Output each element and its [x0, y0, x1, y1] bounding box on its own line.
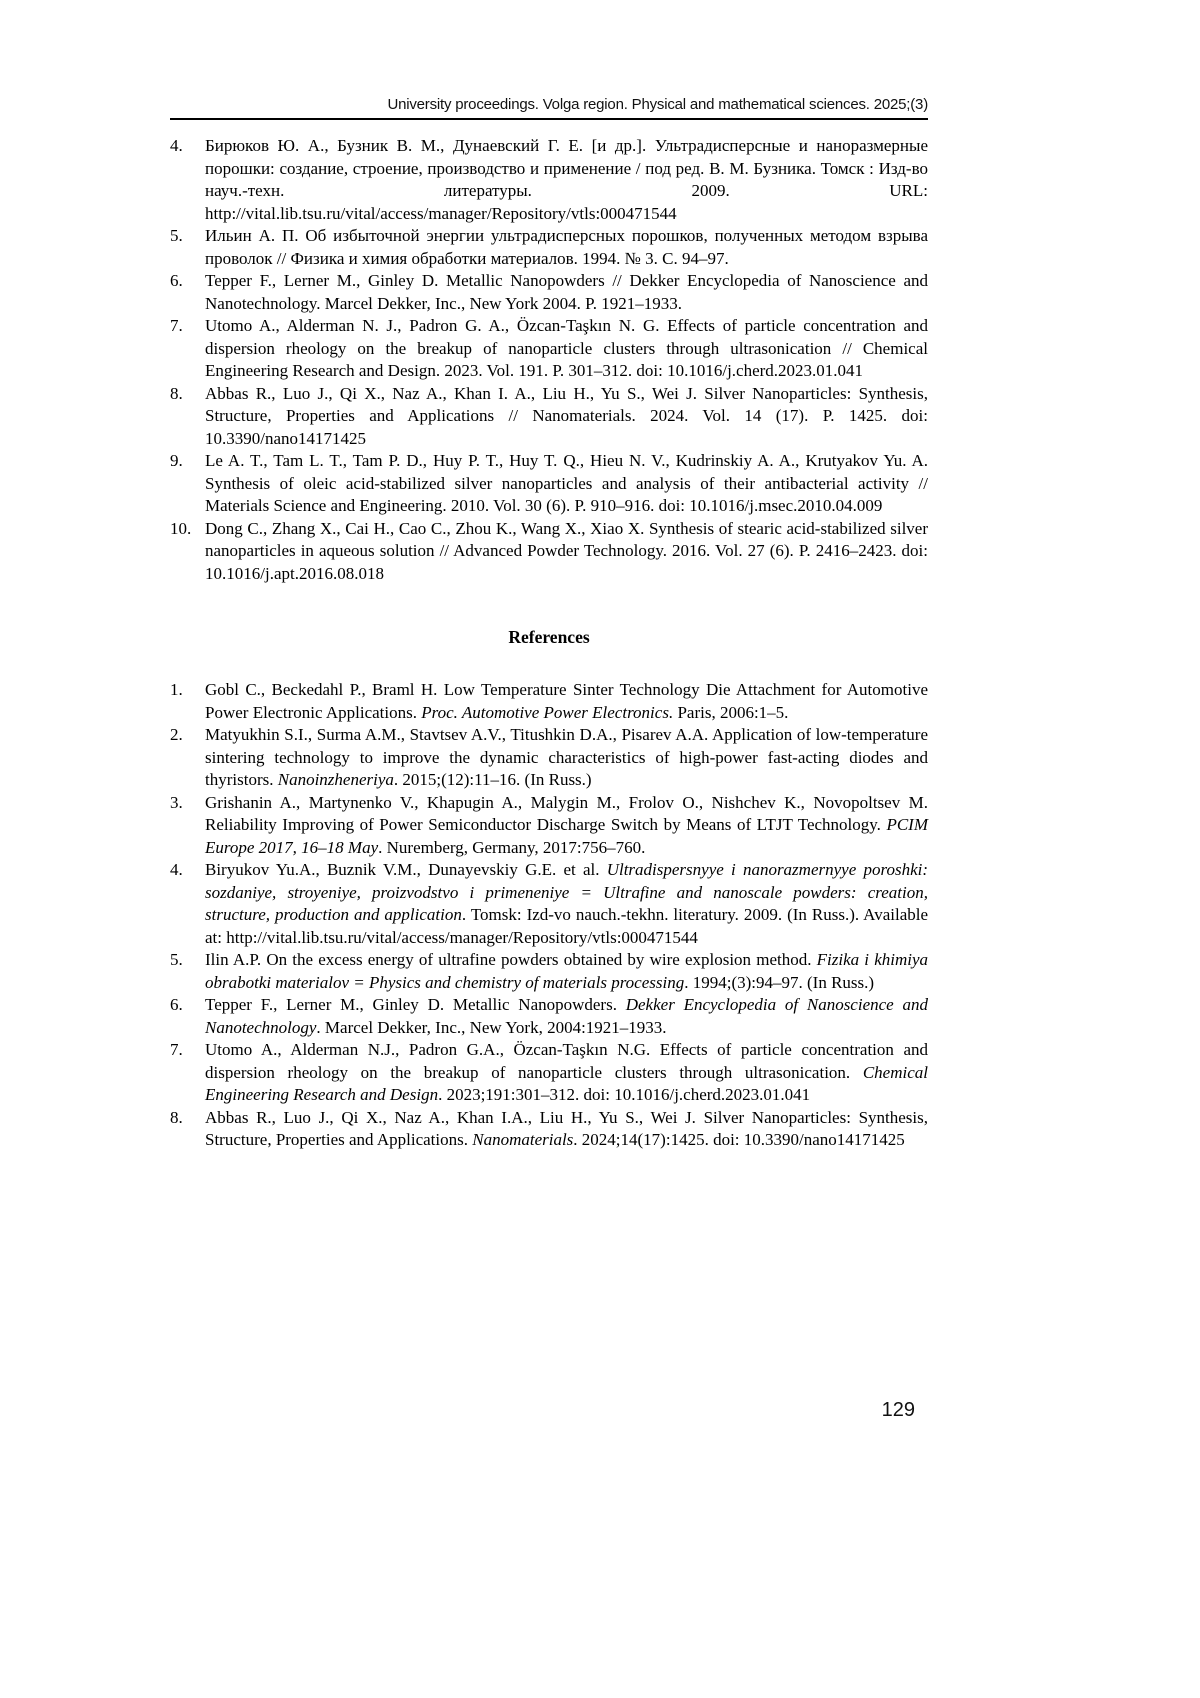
reference-text: Utomo A., Alderman N. J., Padron G. A., Özcan-Taşkın N. G. Effects of particle concentration and dispersion rheology on the breakup of nanoparticle clusters through ultrasonication // Chemical Engineering Research and Design. 2023. Vol. 191. P. 301–312. doi: 10.1016/j.cherd.2023.01.041	[205, 316, 928, 380]
reference-item	[170, 859, 928, 949]
reference-item	[170, 1039, 928, 1107]
page-number: 129	[881, 1399, 915, 1421]
reference-text: Tepper F., Lerner M., Ginley D. Metallic Nanopowders // Dekker Encyclopedia of Nanoscience and Nanotechnology. Marcel Dekker, Inc., New York 2004. P. 1921–1933.	[205, 271, 928, 313]
reference-text: Dong C., Zhang X., Cai H., Cao C., Zhou K., Wang X., Xiao X. Synthesis of stearic acid-stabilized silver nanoparticles in aqueous solution // Advanced Powder Technology. 2016. Vol. 27 (6). P. 2416–2423. doi: 10.1016/j.apt.2016.08.018	[205, 518, 928, 583]
reference-number: 7.	[170, 316, 183, 335]
reference-text: Le A. T., Tam L. T., Tam P. D., Huy P. T., Huy T. Q., Hieu N. V., Kudrinskiy A. A., Krutyakov Yu. A. Synthesis of oleic acid-stabilized silver nanoparticles and analysis of their antibacterial activity // Materials Science and Engineering. 2010. Vol. 30 (6). P. 910–916. doi: 10.1016/j.msec.2010.04.009	[205, 451, 928, 515]
references-heading: References	[508, 627, 590, 647]
reference-number: 8.	[170, 1107, 183, 1127]
reference-number: 9.	[170, 451, 183, 470]
reference-number: 2.	[170, 725, 183, 744]
reference-item	[170, 270, 928, 315]
reference-number: 4.	[170, 136, 183, 155]
reference-item	[170, 135, 928, 225]
reference-text: Abbas R., Luo J., Qi X., Naz A., Khan I. A., Liu H., Yu S., Wei J. Silver Nanoparticles: Synthesis, Structure, Properties and Applications // Nanomaterials. 2024. Vol. 14 (17). P. 1425. doi: 10.3390/nano14171425	[205, 383, 928, 448]
reference-item	[170, 1107, 928, 1152]
reference-number: 8.	[170, 383, 183, 403]
running-header	[170, 96, 928, 120]
reference-text: Tepper F., Lerner M., Ginley D. Metallic Nanopowders. Dekker Encyclopedia of Nanoscience and Nanotechnology. Marcel Dekker, Inc., New York, 2004:1921–1933.	[205, 995, 928, 1037]
reference-item	[170, 994, 928, 1039]
reference-number: 6.	[170, 995, 183, 1014]
reference-text: Бирюков Ю. А., Бузник В. М., Дунаевский Г. Е. [и др.]. Ультрадисперсные и наноразмерные порошки: создание, строение, производство и применение / под ред. В. М. Бузника. Томск : Изд-во науч.-техн. литературы. 2009. URL: http://vital.lib.tsu.ru/vital/access/manager/Repository/vtls:000471544	[205, 136, 928, 223]
reference-item	[170, 315, 928, 383]
reference-item	[170, 450, 928, 518]
reference-text: Grishanin A., Martynenko V., Khapugin A., Malygin M., Frolov O., Nishchev K., Novopoltsev M. Reliability Improving of Power Semiconductor Discharge Switch by Means of LTJT Technology. PCIM Europe 2017, 16–18 May. Nuremberg, Germany, 2017:756–760.	[205, 792, 928, 857]
english-references-list	[170, 679, 928, 1152]
reference-item	[170, 792, 928, 860]
reference-text: Ilin A.P. On the excess energy of ultrafine powders obtained by wire explosion method. Fizika i khimiya obrabotki materialov = Physics and chemistry of materials processing. 1994;(3):94–97. (In Russ.)	[205, 950, 929, 992]
reference-number: 1.	[170, 680, 183, 699]
reference-item	[170, 518, 928, 586]
reference-number: 10.	[170, 518, 192, 538]
reference-text: Ильин А. П. Об избыточной энергии ультрадисперсных порошков, полученных методом взрыва проволок // Физика и химия обработки материалов. 1994. № 3. С. 94–97.	[205, 226, 928, 268]
reference-number: 3.	[170, 792, 183, 812]
reference-text: Gobl C., Beckedahl P., Braml H. Low Temperature Sinter Technology Die Attachment for Automotive Power Electronic Applications. Proc. Automotive Power Electronics. Paris, 2006:1–5.	[205, 680, 928, 722]
reference-item	[170, 949, 928, 994]
reference-number: 7.	[170, 1040, 183, 1059]
reference-text: Biryukov Yu.A., Buznik V.M., Dunayevskiy G.E. et al. Ultradispersnyye i nanorazmernyye poroshki: sozdaniye, stroyeniye, proizvodstvo i primeneniye = Ultrafine and nanoscale powders: creation, structure, production and application. Tomsk: Izd-vo nauch.-tekhn. literatury. 2009. (In Russ.). Available at: http://vital.lib.tsu.ru/vital/access/manager/Repository/vtls:000471544	[205, 860, 929, 947]
journal-title: University proceedings. Volga region. Physical and mathematical sciences. 2025;(3)	[387, 96, 928, 113]
russian-references-list	[170, 135, 928, 585]
reference-item	[170, 724, 928, 792]
reference-text: Abbas R., Luo J., Qi X., Naz A., Khan I.A., Liu H., Yu S., Wei J. Silver Nanoparticles: Synthesis, Structure, Properties and Applications. Nanomaterials. 2024;14(17):1425. doi: 10.3390/nano14171425	[205, 1107, 928, 1149]
reference-number: 6.	[170, 271, 183, 290]
reference-item	[170, 225, 928, 270]
reference-number: 5.	[170, 950, 183, 969]
reference-number: 4.	[170, 860, 183, 879]
reference-text: Utomo A., Alderman N.J., Padron G.A., Özcan-Taşkın N.G. Effects of particle concentration and dispersion rheology on the breakup of nanoparticle clusters through ultrasonication. Chemical Engineering Research and Design. 2023;191:301–312. doi: 10.1016/j.cherd.2023.01.041	[205, 1040, 928, 1104]
header-rule	[170, 118, 928, 120]
reference-text: Matyukhin S.I., Surma A.M., Stavtsev A.V., Titushkin D.A., Pisarev A.A. Application of low-temperature sintering technology to improve the dynamic characteristics of high-power fast-acting diodes and thyristors. Nanoinzheneriya. 2015;(12):11–16. (In Russ.)	[205, 725, 928, 789]
reference-number: 5.	[170, 226, 183, 245]
reference-item	[170, 679, 928, 724]
reference-item	[170, 383, 928, 451]
